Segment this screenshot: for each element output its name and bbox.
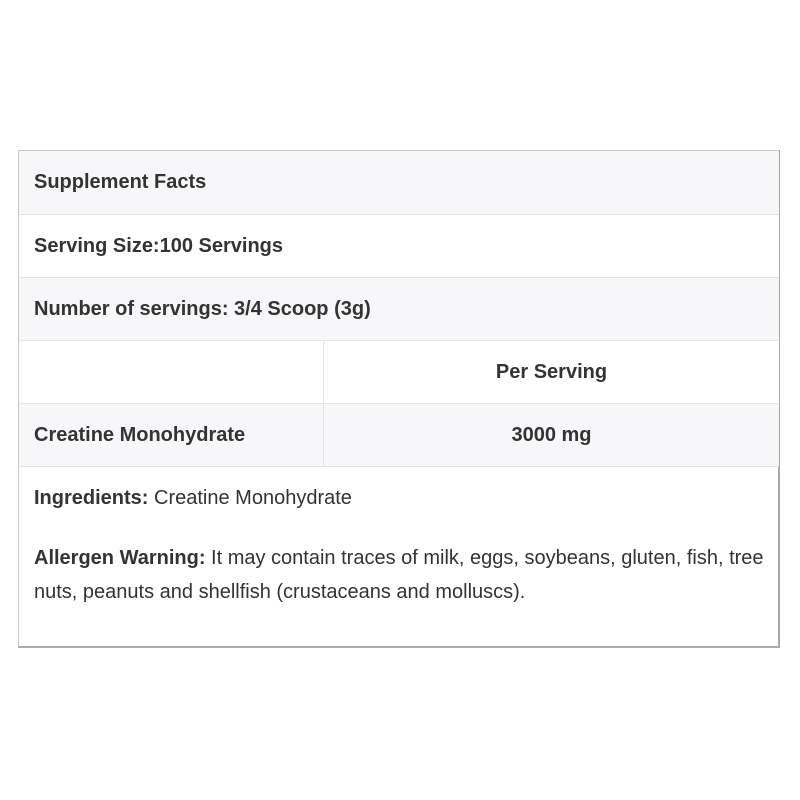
ingredients-text: Creatine Monohydrate [148, 487, 352, 509]
facts-title: Supplement Facts [34, 171, 207, 193]
serving-size: Serving Size:100 Servings [34, 234, 284, 257]
ingredients-note [34, 467, 769, 515]
allergen-text: It may contain traces of milk, eggs, soybeans, gluten, fish, tree nuts, peanuts and shellfish (crustaceans and molluscs). [34, 547, 764, 603]
table-header-row [19, 341, 779, 404]
allergen-note [34, 541, 769, 609]
ingredient-amount: 3000 mg [511, 423, 592, 446]
number-of-servings-row [19, 278, 779, 341]
facts-title-row [19, 151, 779, 215]
allergen-label: Allergen Warning: [34, 547, 206, 569]
header-per-serving: Per Serving [495, 360, 608, 383]
supplement-facts-table [18, 150, 780, 648]
number-of-servings: Number of servings: 3/4 Scoop (3g) [34, 297, 371, 320]
ingredient-name: Creatine Monohydrate [19, 404, 324, 466]
serving-size-row [19, 215, 779, 278]
table-row [19, 404, 779, 467]
ingredients-label: Ingredients: [34, 487, 149, 509]
header-left-cell [19, 341, 324, 403]
notes-section [34, 467, 769, 609]
